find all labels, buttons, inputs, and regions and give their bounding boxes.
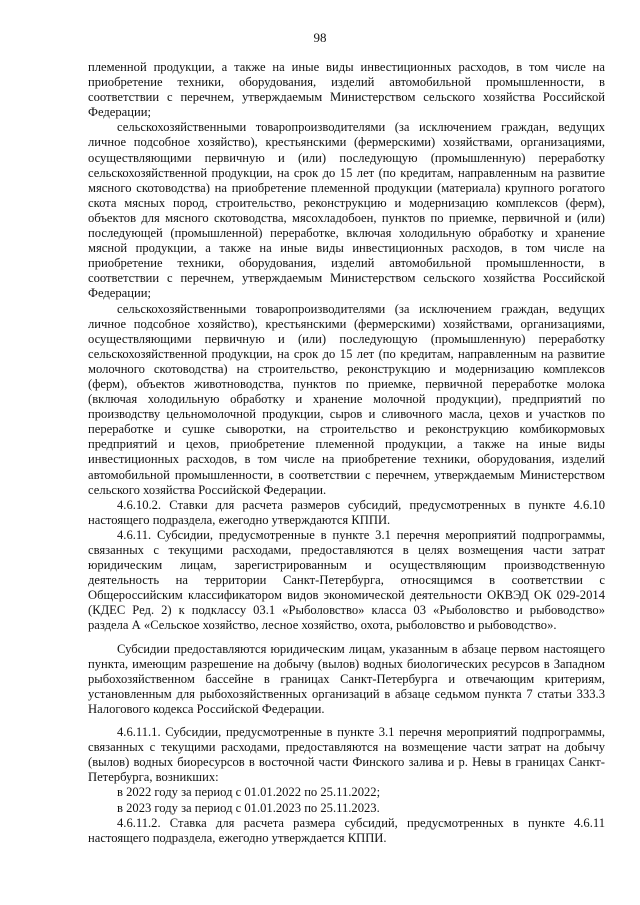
document-body xyxy=(88,60,605,846)
paragraph: в 2022 году за период с 01.01.2022 по 25.11.2022; xyxy=(117,785,381,800)
paragraph: Субсидии предоставляются юридическим лицам, указанным в абзаце первом настоящего пункта, имеющим разрешение на добычу (вылов) водных биологических ресурсов в Западном рыбохозяйственном бассейне в границах Санкт-Петербурга и отвечающим критериям, установленным для рыбохозяйственных организаций в абзаце седьмом пункта 7 статьи 333.3 Налогового кодекса Российской Федерации. xyxy=(88,641,605,716)
paragraph: 4.6.11.1. Субсидии, предусмотренные в пункте 3.1 перечня мероприятий подпрограммы, связанных с текущими расходами, предоставляются на возмещение части затрат на добычу (вылов) водных биоресурсов в восточной части Финского залива и р. Невы в границах Санкт-Петербурга, возникших: xyxy=(88,725,605,785)
paragraph: 4.6.10.2. Ставки для расчета размеров субсидий, предусмотренных в пункте 4.6.10 настоящего подраздела, ежегодно утверждаются КППИ. xyxy=(88,497,605,527)
page-number: 98 xyxy=(313,30,327,45)
paragraph: в 2023 году за период с 01.01.2023 по 25.11.2023. xyxy=(117,800,380,815)
paragraph: племенной продукции, а также на иные виды инвестиционных расходов, в том числе на приобретение техники, оборудования, изделий автомобильной промышленности, в соответствии с перечнем, утверждаемым Министерством сельского хозяйства Российской Федерации; xyxy=(88,60,605,120)
paragraph: сельскохозяйственными товаропроизводителями (за исключением граждан, ведущих личное подсобное хозяйство), крестьянскими (фермерскими) хозяйствами, организациями, осуществляющими первичную и (или) последующую (промышленную) переработку сельскохозяйственной продукции, на срок до 15 лет (по кредитам, направленным на развитие молочного скотоводства) на строительство, реконструкцию и модернизацию комплексов (ферм), объектов животноводства, пунктов по приемке, первичной переработке молока (включая холодильную обработку и хранение молочной продукции), предприятий по производству цельномолочной продукции, сыров и сливочного масла, цехов и участков по переработке и сушке сыворотки, на строительство и реконструкцию комбикормовых предприятий и цехов, приобретение племенной продукции, а также на иные виды инвестиционных расходов, в том числе на приобретение техники, оборудования, изделий автомобильной промышленности, в соответствии с перечнем, утверждаемым Министерством сельского хозяйства Российской Федерации. xyxy=(88,301,605,497)
paragraph: 4.6.11.2. Ставка для расчета размера субсидий, предусмотренных в пункте 4.6.11 настоящего подраздела, ежегодно утверждается КППИ. xyxy=(88,815,605,845)
paragraph: 4.6.11. Субсидии, предусмотренные в пункте 3.1 перечня мероприятий подпрограммы, связанных с текущими расходами, предоставляются в целях возмещения части затрат юридическим лицам, зарегистрированным и осуществляющим производственную деятельность на территории Санкт-Петербурга, относящимся в соответствии с Общероссийским классификатором видов экономической деятельности ОКВЭД ОК 029-2014 (КДЕС Ред. 2) к подклассу 03.1 «Рыболовство» класса 03 «Рыболовство и рыбоводство» раздела А «Сельское хозяйство, лесное хозяйство, охота, рыболовство и рыбоводство». xyxy=(88,527,605,633)
paragraph: сельскохозяйственными товаропроизводителями (за исключением граждан, ведущих личное подсобное хозяйство), крестьянскими (фермерскими) хозяйствами, организациями, осуществляющими первичную и (или) последующую (промышленную) переработку сельскохозяйственной продукции, на срок до 15 лет (по кредитам, направленным на развитие мясного скотоводства) на приобретение племенной продукции (материала) крупного рогатого скота мясных пород, строительство, реконструкцию и модернизацию комплексов (ферм), объектов для мясного скотоводства, мясохладобоен, пунктов по приемке, первичной и (или) последующей (промышленной) переработке, включая холодильную обработку и хранение мясной продукции, а также на иные виды инвестиционных расходов, в том числе на приобретение техники, оборудования, изделий автомобильной промышленности, в соответствии с перечнем, утверждаемым Министерством сельского хозяйства Российской Федерации; xyxy=(88,120,605,301)
